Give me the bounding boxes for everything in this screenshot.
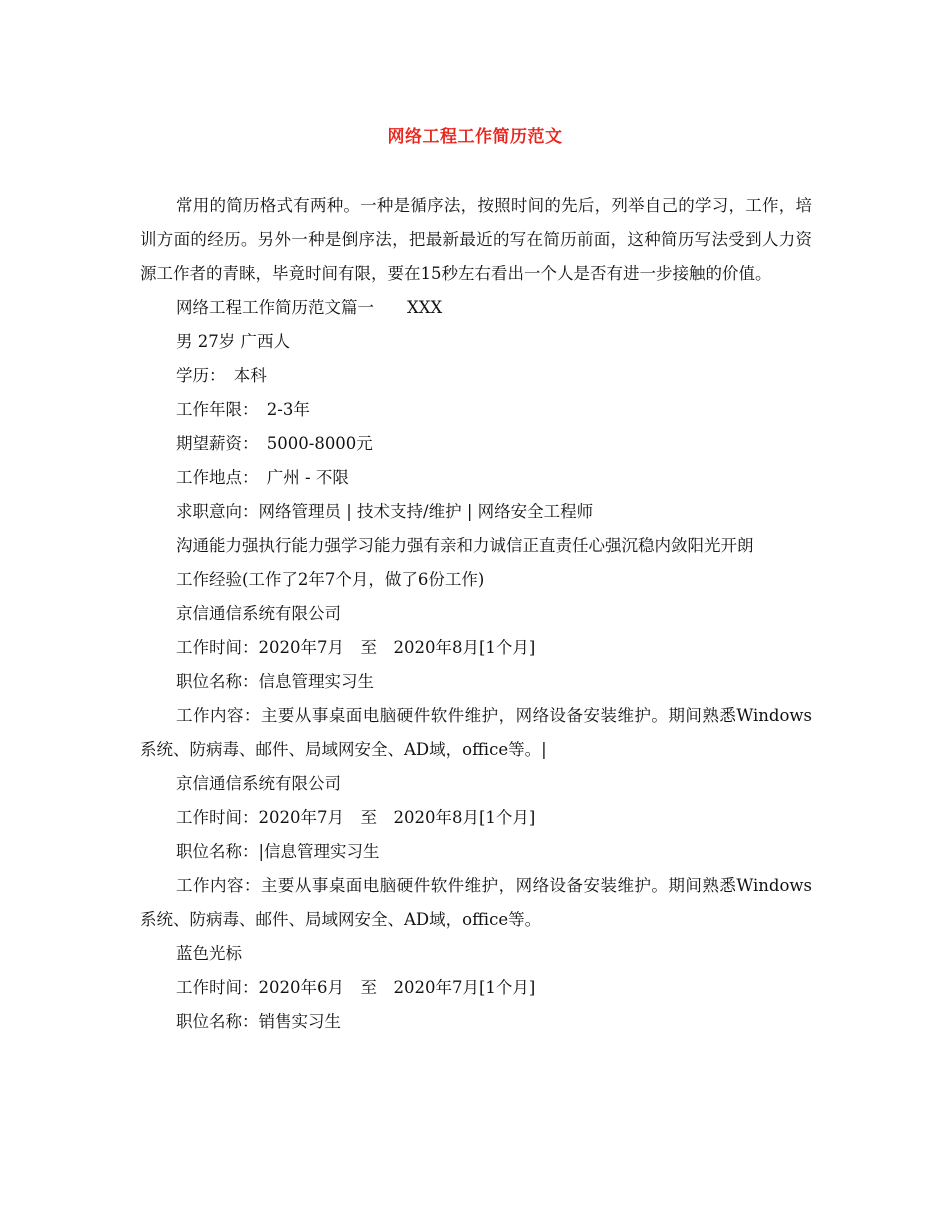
salary-line: 期望薪资： 5000-8000元: [176, 434, 373, 453]
work-years-line: 工作年限： 2-3年: [176, 400, 310, 419]
document-body: [140, 189, 812, 1039]
self-evaluation: 沟通能力强执行能力强学习能力强有亲和力诚信正直责任心强沉稳内敛阳光开朗: [176, 536, 754, 555]
job-intent-line: 求职意向：网络管理员 | 技术支持/维护 | 网络安全工程师: [176, 502, 594, 521]
education-line: 学历： 本科: [176, 366, 267, 385]
job-description: 工作内容：主要从事桌面电脑硬件软件维护，网络设备安装维护。期间熟悉Windows系统、防病毒、邮件、局域网安全、AD域，office等。|: [140, 706, 812, 759]
job-title: 职位名称：|信息管理实习生: [176, 842, 380, 861]
work-period: 工作时间：2020年6月 至 2020年7月[1个月]: [176, 978, 536, 997]
document-title: 网络工程工作简历范文: [387, 127, 563, 147]
job-title: 职位名称：信息管理实习生: [176, 672, 374, 691]
work-period: 工作时间：2020年7月 至 2020年8月[1个月]: [176, 638, 536, 657]
company-name: 京信通信系统有限公司: [176, 604, 341, 623]
work-period: 工作时间：2020年7月 至 2020年8月[1个月]: [176, 808, 536, 827]
resume-heading: 网络工程工作简历范文篇一 XXX: [176, 298, 443, 317]
job-description: 工作内容：主要从事桌面电脑硬件软件维护，网络设备安装维护。期间熟悉Windows系统、防病毒、邮件、局域网安全、AD域，office等。: [140, 876, 812, 929]
company-name: 蓝色光标: [176, 944, 242, 963]
job-title: 职位名称：销售实习生: [176, 1012, 341, 1031]
company-name: 京信通信系统有限公司: [176, 774, 341, 793]
intro-paragraph: 常用的简历格式有两种。一种是循序法，按照时间的先后，列举自己的学习，工作，培训方面的经历。另外一种是倒序法，把最新最近的写在简历前面，这种简历写法受到人力资源工作者的青睐，毕竟时间有限，要在15秒左右看出一个人是否有进一步接触的价值。: [140, 196, 812, 283]
experience-heading: 工作经验(工作了2年7个月，做了6份工作): [176, 570, 485, 589]
personal-info: 男 27岁 广西人: [176, 332, 290, 351]
location-line: 工作地点： 广州 - 不限: [176, 468, 349, 487]
